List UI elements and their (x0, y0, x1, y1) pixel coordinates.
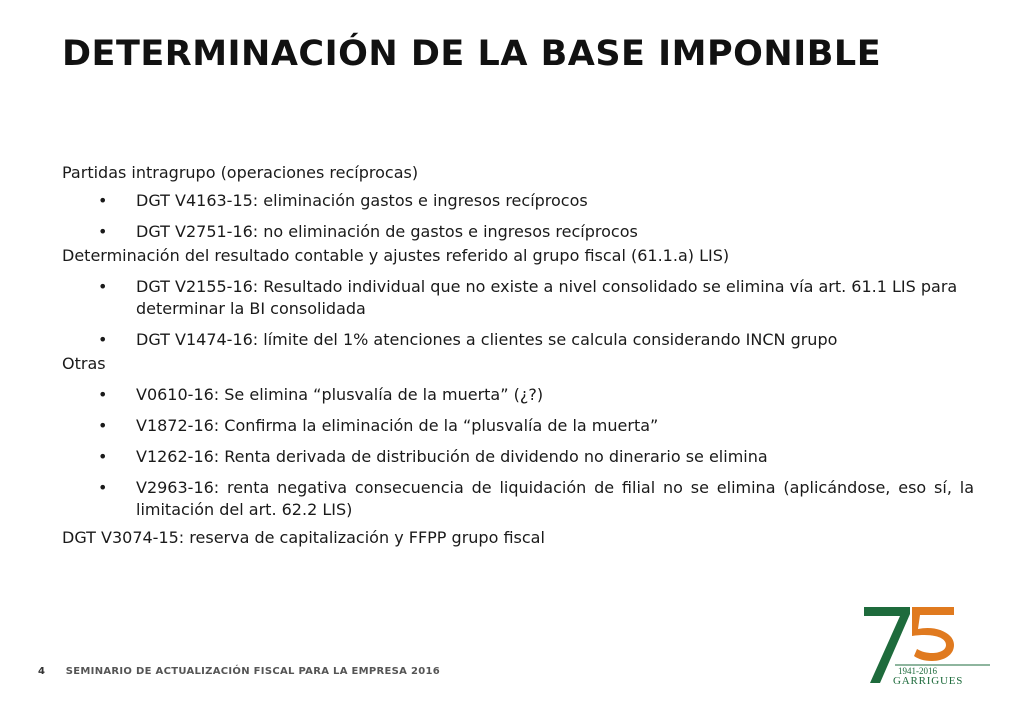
logo-years: 1941-2016 (898, 666, 937, 676)
list-item-text: V2963-16: renta negativa consecuencia de liquidación de filial no se elimina (aplicándose, eso sí, la limitación del art. 62.2 LIS) (136, 478, 974, 519)
bullet-list-others (62, 384, 974, 521)
section-heading-result: Determinación del resultado contable y ajustes referido al grupo fiscal (61.1.a) LIS) (62, 246, 730, 265)
list-item (62, 329, 974, 351)
list-item (62, 190, 974, 212)
list-item (62, 221, 974, 243)
section-heading-capitalization: DGT V3074-15: reserva de capitalización y FFPP grupo fiscal (62, 528, 545, 547)
list-item (62, 446, 974, 468)
page-number: 4 (38, 666, 46, 677)
bullet-list-result (62, 276, 974, 351)
garrigues-75-anniversary-logo-icon (862, 605, 992, 685)
bullet-icon: • (98, 478, 108, 497)
slide-footer (38, 666, 440, 677)
list-item (62, 477, 974, 521)
section-heading-intragroup: Partidas intragrupo (operaciones recíprocas) (62, 163, 419, 182)
five-shape (912, 607, 954, 661)
bullet-icon: • (98, 330, 108, 349)
list-item-text: V0610-16: Se elimina “plusvalía de la muerta” (¿?) (136, 385, 544, 404)
list-item (62, 415, 974, 437)
list-item-text: DGT V2751-16: no eliminación de gastos e ingresos recíprocos (136, 222, 638, 241)
list-item (62, 384, 974, 406)
footer-text: SEMINARIO DE ACTUALIZACIÓN FISCAL PARA LA EMPRESA 2016 (65, 666, 441, 677)
list-item-text: DGT V1474-16: límite del 1% atenciones a clientes se calcula considerando INCN grupo (136, 330, 838, 349)
list-item-text: DGT V4163-15: eliminación gastos e ingresos recíprocos (136, 191, 588, 210)
bullet-icon: • (98, 416, 108, 435)
bullet-icon: • (98, 385, 108, 404)
bullet-icon: • (98, 222, 108, 241)
bullet-list-intragroup (62, 190, 974, 243)
logo-brand: GARRIGUES (893, 675, 964, 685)
section-heading-others: Otras (62, 354, 106, 373)
list-item (62, 276, 974, 320)
list-item-text: DGT V2155-16: Resultado individual que no existe a nivel consolidado se elimina vía art. 61.1 LIS para determinar la BI consolidada (136, 277, 958, 318)
bullet-icon: • (98, 277, 108, 296)
list-item-text: V1262-16: Renta derivada de distribución de dividendo no dinerario se elimina (136, 447, 768, 466)
slide-content (62, 162, 974, 555)
list-item-text: V1872-16: Confirma la eliminación de la “plusvalía de la muerta” (136, 416, 659, 435)
slide-title: DETERMINACIÓN DE LA BASE IMPONIBLE (62, 34, 882, 74)
bullet-icon: • (98, 191, 108, 210)
bullet-icon: • (98, 447, 108, 466)
